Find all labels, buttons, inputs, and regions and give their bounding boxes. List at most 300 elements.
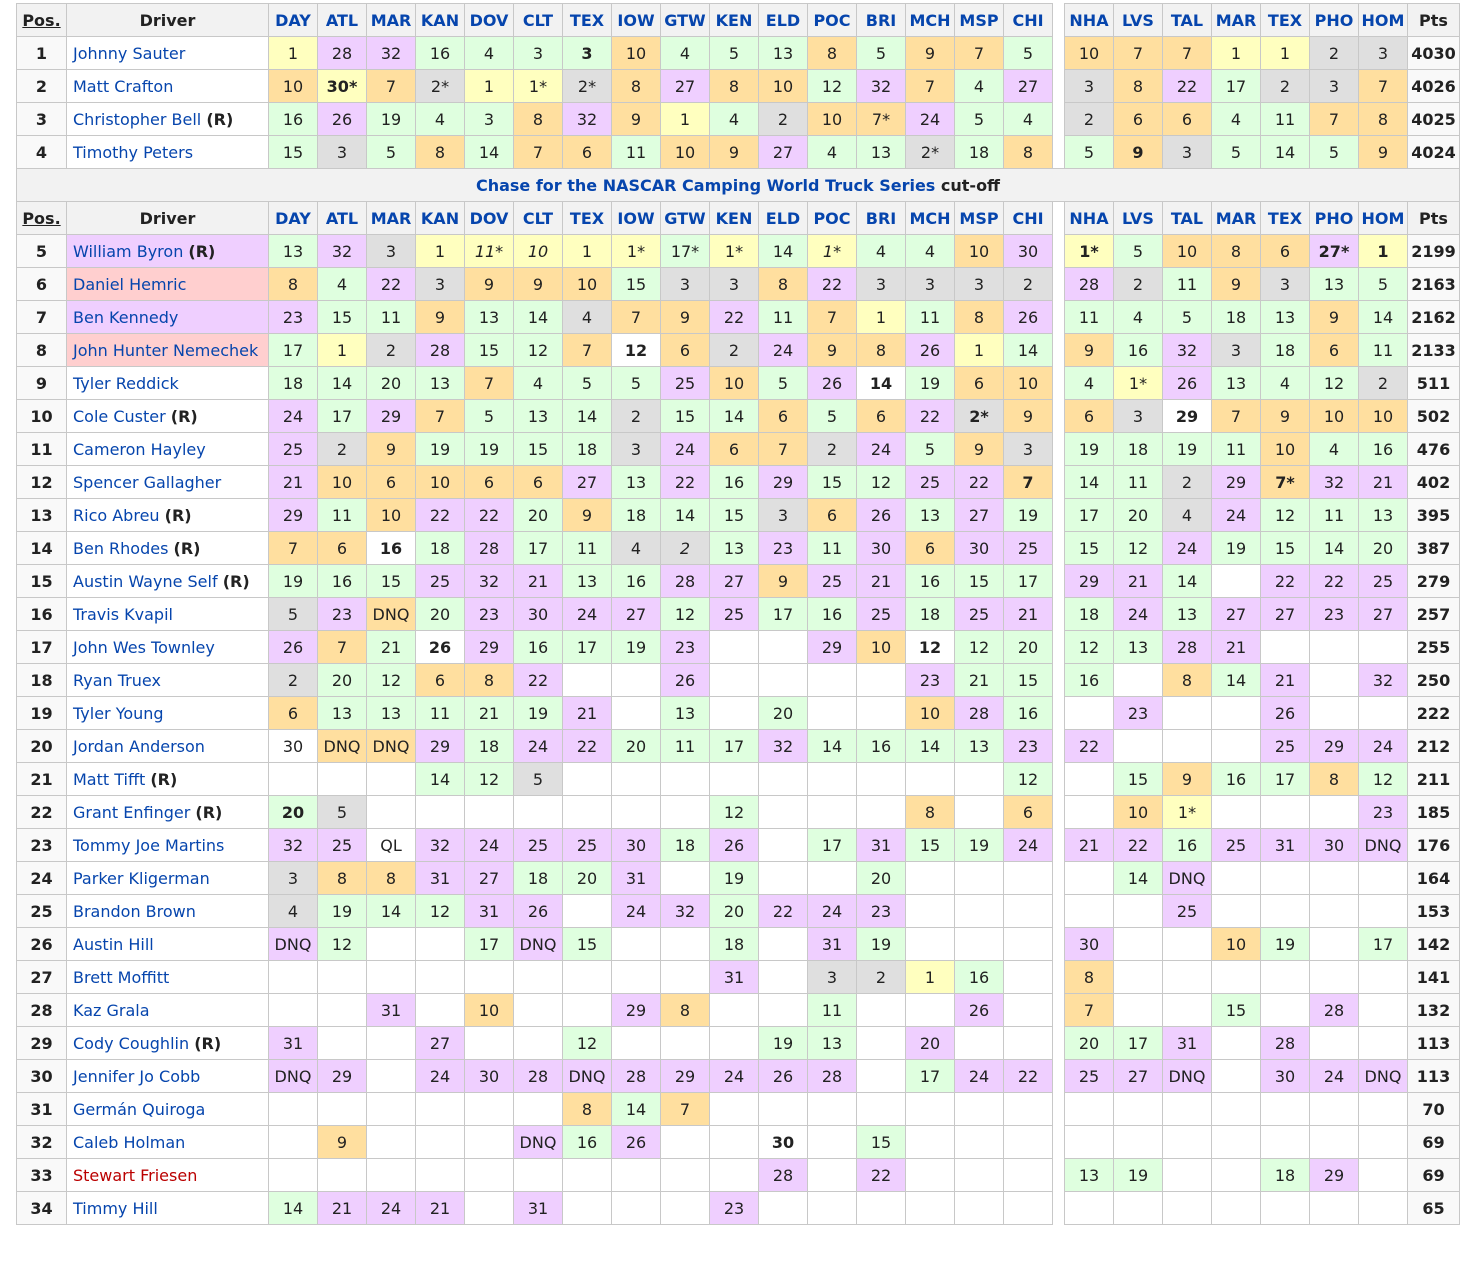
result-cell	[955, 928, 1004, 961]
driver-link-stewart-friesen[interactable]: Stewart Friesen	[73, 1165, 198, 1185]
result-value: 6	[434, 670, 446, 690]
driver-link-daniel-hemric[interactable]: Daniel Hemric	[73, 274, 187, 294]
result-cell	[661, 70, 710, 103]
result-value: 12	[1017, 769, 1039, 789]
points-cell: 211	[1408, 763, 1460, 796]
result-value: 13	[282, 241, 304, 261]
result-value: 24	[478, 835, 500, 855]
col-header-lvs[interactable]: LVS	[1114, 202, 1163, 235]
result-value: 14	[380, 901, 402, 921]
col-header-tex[interactable]: TEX	[563, 4, 612, 37]
result-value: 22	[527, 670, 549, 690]
result-value: 20	[919, 1033, 941, 1053]
result-cell	[1065, 433, 1114, 466]
col-header-dov[interactable]: DOV	[465, 202, 514, 235]
result-value: 9	[532, 274, 544, 294]
driver-link-austin-wayne-self[interactable]: Austin Wayne Self	[73, 571, 218, 591]
col-header-day[interactable]: DAY	[269, 202, 318, 235]
points-cell: 176	[1408, 829, 1460, 862]
result-cell	[318, 136, 367, 169]
result-value: 27	[968, 505, 990, 525]
result-cell	[710, 1027, 759, 1060]
result-cell	[1163, 400, 1212, 433]
result-cell	[1261, 1060, 1310, 1093]
result-cell	[1065, 862, 1114, 895]
col-header-kan[interactable]: KAN	[416, 202, 465, 235]
result-cell	[1114, 301, 1163, 334]
driver-link-austin-hill[interactable]: Austin Hill	[73, 934, 154, 954]
result-value: 32	[576, 109, 598, 129]
result-cell	[1212, 301, 1261, 334]
result-cell	[514, 928, 563, 961]
driver-link-cameron-hayley[interactable]: Cameron Hayley	[73, 439, 206, 459]
result-cell	[1004, 862, 1053, 895]
result-value: 20	[1372, 538, 1394, 558]
col-header-clt[interactable]: CLT	[514, 4, 563, 37]
result-value: 3	[483, 109, 495, 129]
result-cell	[906, 631, 955, 664]
result-cell	[808, 103, 857, 136]
result-value: 1*	[1079, 241, 1099, 261]
gap-cell	[1053, 433, 1065, 466]
result-value: 25	[870, 604, 892, 624]
pos-cell: 22	[17, 796, 67, 829]
col-header-pho[interactable]: PHO	[1310, 202, 1359, 235]
result-cell	[1310, 334, 1359, 367]
result-value: 23	[772, 538, 794, 558]
driver-row	[17, 763, 1460, 796]
result-cell	[1004, 631, 1053, 664]
driver-link-spencer-gallagher[interactable]: Spencer Gallagher	[73, 472, 222, 492]
result-cell	[759, 1093, 808, 1126]
result-value: 2	[1279, 76, 1291, 96]
result-cell	[416, 1192, 465, 1225]
driver-link-john-hunter-nemechek[interactable]: John Hunter Nemechek	[73, 340, 259, 360]
driver-link-rico-abreu[interactable]: Rico Abreu	[73, 505, 160, 525]
result-cell	[661, 829, 710, 862]
col-header-bri[interactable]: BRI	[857, 202, 906, 235]
result-cell	[318, 565, 367, 598]
result-cell	[318, 829, 367, 862]
result-value: 5	[777, 373, 789, 393]
result-value: 21	[1372, 472, 1394, 492]
result-cell	[1261, 367, 1310, 400]
result-cell	[955, 1093, 1004, 1126]
result-cell	[661, 1027, 710, 1060]
col-header-poc[interactable]: POC	[808, 202, 857, 235]
col-header-atl[interactable]: ATL	[318, 4, 367, 37]
result-value: 20	[331, 670, 353, 690]
result-cell	[808, 829, 857, 862]
gap-cell	[1053, 664, 1065, 697]
result-value: 30	[625, 835, 647, 855]
result-cell	[1114, 598, 1163, 631]
driver-link-brandon-brown[interactable]: Brandon Brown	[73, 901, 196, 921]
result-value: 21	[282, 472, 304, 492]
col-header-tal[interactable]: TAL	[1163, 202, 1212, 235]
driver-link-tyler-reddick[interactable]: Tyler Reddick	[73, 373, 179, 393]
driver-cell	[67, 862, 269, 895]
col-header-chi[interactable]: CHI	[1004, 4, 1053, 37]
result-cell	[1261, 1192, 1310, 1225]
result-value: 24	[674, 439, 696, 459]
driver-link-brett-moffitt[interactable]: Brett Moffitt	[73, 967, 170, 987]
result-value: 30	[771, 1132, 795, 1152]
col-header-hom[interactable]: HOM	[1359, 4, 1408, 37]
result-value: 2	[728, 340, 740, 360]
result-cell	[1004, 796, 1053, 829]
result-value: 5	[1083, 142, 1095, 162]
col-header-iow[interactable]: IOW	[612, 4, 661, 37]
driver-row	[17, 532, 1460, 565]
result-cell	[906, 433, 955, 466]
result-cell	[955, 994, 1004, 1027]
result-cell	[759, 532, 808, 565]
result-cell	[269, 565, 318, 598]
points-cell: 212	[1408, 730, 1460, 763]
result-value: 10	[772, 76, 794, 96]
result-value: 7	[679, 1099, 691, 1119]
driver-link-ben-kennedy[interactable]: Ben Kennedy	[73, 307, 179, 327]
result-value: 26	[821, 373, 843, 393]
result-cell	[367, 532, 416, 565]
result-cell	[563, 631, 612, 664]
result-cell	[563, 1159, 612, 1192]
result-value: 29	[1225, 472, 1247, 492]
result-value: 3	[1377, 43, 1389, 63]
result-value: 25	[576, 835, 598, 855]
result-cell	[955, 1159, 1004, 1192]
result-value: 19	[1078, 439, 1100, 459]
result-cell	[955, 466, 1004, 499]
result-cell	[1212, 466, 1261, 499]
result-value: 19	[282, 571, 304, 591]
col-header-lvs[interactable]: LVS	[1114, 4, 1163, 37]
result-value: 29	[1078, 571, 1100, 591]
driver-link-william-byron[interactable]: William Byron	[73, 241, 184, 261]
result-value: 5	[385, 142, 397, 162]
driver-link-christopher-bell[interactable]: Christopher Bell	[73, 109, 202, 129]
result-cell	[710, 1093, 759, 1126]
col-header-hom[interactable]: HOM	[1359, 202, 1408, 235]
col-header-tex[interactable]: TEX	[1261, 202, 1310, 235]
result-cell	[759, 37, 808, 70]
driver-link-matt-crafton[interactable]: Matt Crafton	[73, 76, 174, 96]
col-header-gtw[interactable]: GTW	[661, 4, 710, 37]
result-cell	[906, 37, 955, 70]
result-cell	[906, 400, 955, 433]
col-header-msp[interactable]: MSP	[955, 4, 1004, 37]
points-cell: 395	[1408, 499, 1460, 532]
driver-link-john-wes-townley[interactable]: John Wes Townley	[73, 637, 215, 657]
col-header-ken[interactable]: KEN	[710, 4, 759, 37]
col-header-clt[interactable]: CLT	[514, 202, 563, 235]
result-cell	[661, 928, 710, 961]
driver-link-timothy-peters[interactable]: Timothy Peters	[73, 142, 194, 162]
result-value: 17	[576, 637, 598, 657]
result-value: 10	[527, 241, 549, 261]
result-value: 12	[1372, 769, 1394, 789]
result-cell	[906, 697, 955, 730]
col-header-mch[interactable]: MCH	[906, 202, 955, 235]
result-cell	[416, 697, 465, 730]
driver-cell	[67, 1060, 269, 1093]
result-cell	[1261, 1093, 1310, 1126]
col-header-tal[interactable]: TAL	[1163, 4, 1212, 37]
chase-link[interactable]: Chase for the NASCAR Camping World Truck Series	[475, 175, 936, 195]
result-value: 9	[581, 505, 593, 525]
result-cell	[1310, 796, 1359, 829]
driver-link-kaz-grala[interactable]: Kaz Grala	[73, 1000, 150, 1020]
driver-link-ben-rhodes[interactable]: Ben Rhodes	[73, 538, 169, 558]
result-cell	[1359, 466, 1408, 499]
result-value: 19	[1274, 934, 1296, 954]
result-value: 1*	[626, 241, 646, 261]
result-cell	[759, 565, 808, 598]
result-cell	[1212, 895, 1261, 928]
result-cell	[318, 334, 367, 367]
result-cell	[906, 796, 955, 829]
result-value: 12	[870, 472, 892, 492]
result-cell	[1359, 598, 1408, 631]
result-value: 11	[1176, 274, 1198, 294]
result-cell	[318, 400, 367, 433]
pos-cell: 26	[17, 928, 67, 961]
result-cell	[857, 598, 906, 631]
pos-cell: 28	[17, 994, 67, 1027]
result-cell	[1004, 499, 1053, 532]
result-cell	[612, 994, 661, 1027]
col-header-ken[interactable]: KEN	[710, 202, 759, 235]
result-value: 13	[331, 703, 353, 723]
col-header-eld[interactable]: ELD	[759, 202, 808, 235]
driver-link-johnny-sauter[interactable]: Johnny Sauter	[73, 43, 186, 63]
driver-link-tyler-young[interactable]: Tyler Young	[73, 703, 164, 723]
col-header-mar[interactable]: MAR	[367, 202, 416, 235]
pos-cell: 10	[17, 400, 67, 433]
result-value: 7	[1022, 472, 1034, 492]
result-cell	[318, 466, 367, 499]
result-cell	[808, 301, 857, 334]
result-value: 15	[723, 505, 745, 525]
driver-link-cole-custer[interactable]: Cole Custer	[73, 406, 166, 426]
result-value: 14	[429, 769, 451, 789]
col-header-chi[interactable]: CHI	[1004, 202, 1053, 235]
result-value: 30	[1274, 1066, 1296, 1086]
result-cell	[710, 1060, 759, 1093]
result-value: 1	[1230, 43, 1242, 63]
col-header-mch[interactable]: MCH	[906, 4, 955, 37]
driver-link-timmy-hill[interactable]: Timmy Hill	[73, 1198, 158, 1218]
result-cell	[1004, 1093, 1053, 1126]
result-cell	[1359, 895, 1408, 928]
driver-row	[17, 1027, 1460, 1060]
result-cell	[955, 664, 1004, 697]
result-cell	[612, 796, 661, 829]
driver-link-tommy-joe-martins[interactable]: Tommy Joe Martins	[73, 835, 225, 855]
result-cell	[906, 565, 955, 598]
col-header-msp[interactable]: MSP	[955, 202, 1004, 235]
col-header-pts: Pts	[1408, 4, 1460, 37]
result-cell	[367, 367, 416, 400]
result-value: 10	[1372, 406, 1394, 426]
col-header-mar[interactable]: MAR	[1212, 4, 1261, 37]
result-value: 4	[679, 43, 691, 63]
result-value: 6	[1279, 241, 1291, 261]
result-cell	[563, 70, 612, 103]
result-cell	[1065, 532, 1114, 565]
driver-link-jennifer-jo-cobb[interactable]: Jennifer Jo Cobb	[73, 1066, 201, 1086]
result-value: 11	[1078, 307, 1100, 327]
result-value: 27	[1225, 604, 1247, 624]
result-value: 31	[282, 1033, 304, 1053]
points-cell: 222	[1408, 697, 1460, 730]
result-cell	[955, 268, 1004, 301]
result-cell	[906, 1093, 955, 1126]
col-header-dov[interactable]: DOV	[465, 4, 514, 37]
result-value: 7	[630, 307, 642, 327]
driver-link-grant-enfinger[interactable]: Grant Enfinger	[73, 802, 191, 822]
driver-link-ryan-truex[interactable]: Ryan Truex	[73, 670, 161, 690]
result-value: 22	[870, 1165, 892, 1185]
result-value: 19	[772, 1033, 794, 1053]
result-cell	[1359, 1192, 1408, 1225]
col-header-eld[interactable]: ELD	[759, 4, 808, 37]
driver-link-caleb-holman[interactable]: Caleb Holman	[73, 1132, 186, 1152]
result-cell	[1310, 433, 1359, 466]
result-value: 20	[1078, 1033, 1100, 1053]
col-header-poc[interactable]: POC	[808, 4, 857, 37]
result-cell	[563, 1027, 612, 1060]
result-value: 14	[1323, 538, 1345, 558]
result-value: 31	[625, 868, 647, 888]
result-cell	[1310, 961, 1359, 994]
result-value: 23	[870, 901, 892, 921]
result-value: 13	[1127, 637, 1149, 657]
result-cell	[710, 1192, 759, 1225]
result-value: 28	[1323, 1000, 1345, 1020]
result-value: DNQ	[1168, 868, 1206, 888]
col-header-tex[interactable]: TEX	[563, 202, 612, 235]
result-value: 3	[1279, 274, 1291, 294]
result-value: 7	[581, 340, 593, 360]
result-cell	[318, 928, 367, 961]
result-cell	[1212, 1093, 1261, 1126]
result-cell	[563, 928, 612, 961]
result-cell	[1114, 1060, 1163, 1093]
result-cell	[857, 499, 906, 532]
result-value: 11	[1323, 505, 1345, 525]
col-header-gtw[interactable]: GTW	[661, 202, 710, 235]
result-cell	[1065, 268, 1114, 301]
result-cell	[955, 103, 1004, 136]
result-value: 9	[728, 142, 740, 162]
result-cell	[857, 301, 906, 334]
gap-cell	[1053, 1093, 1065, 1126]
driver-link-parker-kligerman[interactable]: Parker Kligerman	[73, 868, 210, 888]
gap-cell	[1053, 928, 1065, 961]
col-header-mar[interactable]: MAR	[1212, 202, 1261, 235]
result-value: 5	[1377, 274, 1389, 294]
driver-link-jordan-anderson[interactable]: Jordan Anderson	[73, 736, 205, 756]
result-cell	[1310, 565, 1359, 598]
rookie-badge: (R)	[222, 571, 250, 591]
result-cell	[1212, 829, 1261, 862]
result-cell	[661, 334, 710, 367]
result-value: 22	[772, 901, 794, 921]
driver-link-german-quiroga[interactable]: Germán Quiroga	[73, 1099, 206, 1119]
driver-link-cody-coughlin[interactable]: Cody Coughlin	[73, 1033, 190, 1053]
result-cell	[906, 466, 955, 499]
result-cell	[1065, 631, 1114, 664]
col-header-kan[interactable]: KAN	[416, 4, 465, 37]
driver-cell	[67, 466, 269, 499]
result-cell	[367, 103, 416, 136]
col-header-bri[interactable]: BRI	[857, 4, 906, 37]
result-cell	[514, 829, 563, 862]
result-cell	[906, 829, 955, 862]
result-value: DNQ	[1364, 835, 1402, 855]
result-cell	[465, 598, 514, 631]
result-value: 15	[1127, 769, 1149, 789]
points-cell: 164	[1408, 862, 1460, 895]
result-cell	[710, 433, 759, 466]
result-cell	[1212, 37, 1261, 70]
result-cell	[857, 730, 906, 763]
result-cell	[857, 268, 906, 301]
driver-row	[17, 565, 1460, 598]
result-value: 17	[1078, 505, 1100, 525]
result-value: 17	[1274, 769, 1296, 789]
driver-row	[17, 1093, 1460, 1126]
result-cell	[269, 70, 318, 103]
col-header-nha[interactable]: NHA	[1065, 202, 1114, 235]
driver-cell	[67, 499, 269, 532]
pos-cell: 25	[17, 895, 67, 928]
result-cell	[318, 37, 367, 70]
result-value: 10	[1274, 439, 1296, 459]
result-cell	[1359, 796, 1408, 829]
result-cell	[514, 862, 563, 895]
col-header-tex[interactable]: TEX	[1261, 4, 1310, 37]
result-value: 31	[870, 835, 892, 855]
result-cell	[1359, 1027, 1408, 1060]
col-header-atl[interactable]: ATL	[318, 202, 367, 235]
driver-link-travis-kvapil[interactable]: Travis Kvapil	[73, 604, 173, 624]
result-value: 3	[1132, 406, 1144, 426]
result-value: 21	[968, 670, 990, 690]
result-value: 1*	[822, 241, 842, 261]
result-value: 6	[924, 538, 936, 558]
result-cell	[1310, 1027, 1359, 1060]
result-cell	[857, 961, 906, 994]
col-header-day[interactable]: DAY	[269, 4, 318, 37]
result-value: DNQ	[568, 1066, 606, 1086]
result-value: 20	[429, 604, 451, 624]
pos-cell: 5	[17, 235, 67, 268]
result-value: 25	[723, 604, 745, 624]
result-value: 28	[1274, 1033, 1296, 1053]
col-header-pho[interactable]: PHO	[1310, 4, 1359, 37]
col-header-mar[interactable]: MAR	[367, 4, 416, 37]
col-header-iow[interactable]: IOW	[612, 202, 661, 235]
result-cell	[1004, 37, 1053, 70]
driver-link-matt-tifft[interactable]: Matt Tifft	[73, 769, 146, 789]
result-value: 7	[777, 439, 789, 459]
result-value: 24	[576, 604, 598, 624]
result-cell	[1004, 235, 1053, 268]
col-header-nha[interactable]: NHA	[1065, 4, 1114, 37]
